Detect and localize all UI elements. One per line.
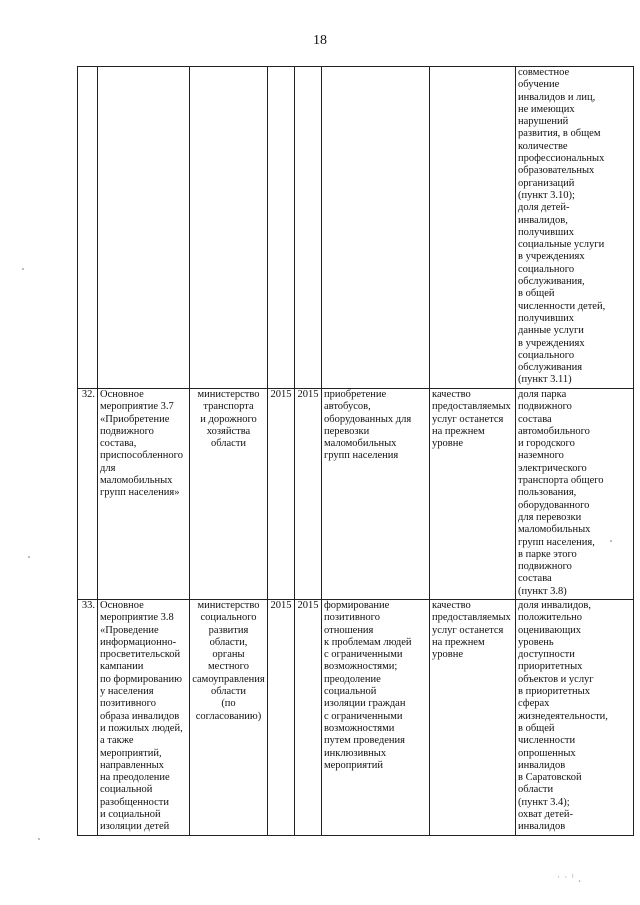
row-number-cell (78, 67, 98, 389)
consequence-cell: качество предоставляемых услуг останется на прежнем уровне (430, 600, 516, 836)
indicator-cell: доля инвалидов, положительно оценивающих уровень доступности приоритетных объектов и услуг в приоритетных сферах жизнедеятельности, в общей численности опрошенных инвалидов в Саратовской области (пункт 3.4); охват детей- инвалидов (516, 600, 634, 836)
scan-speck (38, 838, 40, 840)
table-row (78, 600, 634, 836)
table-row (78, 67, 634, 389)
end-year-cell: 2015 (295, 389, 322, 600)
start-year-cell: 2015 (268, 389, 295, 600)
row-number-cell: 32. (78, 389, 98, 600)
scan-artifact: · · ⁾ ¸ (557, 872, 582, 882)
consequence-cell (430, 67, 516, 389)
indicator-cell: доля парка подвижного состава автомобильного и городского наземного электрического транспорта общего пользования, оборудованного для перевозки маломобильных групп населения, в парке этого подвижного состава (пункт 3.8) (516, 389, 634, 600)
end-year-cell: 2015 (295, 600, 322, 836)
scan-speck (22, 268, 24, 270)
activity-cell: Основное мероприятие 3.8 «Проведение информационно- просветительской кампании по формированию у населения позитивного образа инвалидов и пожилых людей, а также мероприятий, направленных на преодоление социальной разобщенности и социальной изоляции детей (98, 600, 190, 836)
executor-cell (190, 67, 268, 389)
row-number-cell: 33. (78, 600, 98, 836)
indicator-cell: совместное обучение инвалидов и лиц, не имеющих нарушений развития, в общем количестве профессиональных образовательных организаций (пункт 3.10); доля детей- инвалидов, получивших социальные услуги в учреждениях социального обслуживания, в общей численности детей, получивших данные услуги в учреждениях социального обслуживания (пункт 3.11) (516, 67, 634, 389)
scan-speck (610, 540, 612, 542)
expected-result-cell: приобретение автобусов, оборудованных для перевозки маломобильных групп населения (322, 389, 430, 600)
end-year-cell (295, 67, 322, 389)
activity-cell (98, 67, 190, 389)
page-number: 18 (313, 33, 327, 48)
expected-result-cell: формирование позитивного отношения к проблемам людей с ограниченными возможностями; преодоление социальной изоляции граждан с ограниченными возможностями путем проведения инклюзивных мероприятий (322, 600, 430, 836)
executor-cell: министерство транспорта и дорожного хозяйства области (190, 389, 268, 600)
scan-speck (28, 556, 30, 558)
expected-result-cell (322, 67, 430, 389)
table-row (78, 389, 634, 600)
activity-cell: Основное мероприятие 3.7 «Приобретение подвижного состава, приспособленного для маломобильных групп населения» (98, 389, 190, 600)
start-year-cell: 2015 (268, 600, 295, 836)
start-year-cell (268, 67, 295, 389)
program-activities-table (77, 66, 634, 836)
executor-cell: министерство социального развития области, органы местного самоуправления области (по согласованию) (190, 600, 268, 836)
consequence-cell: качество предоставляемых услуг останется на прежнем уровне (430, 389, 516, 600)
